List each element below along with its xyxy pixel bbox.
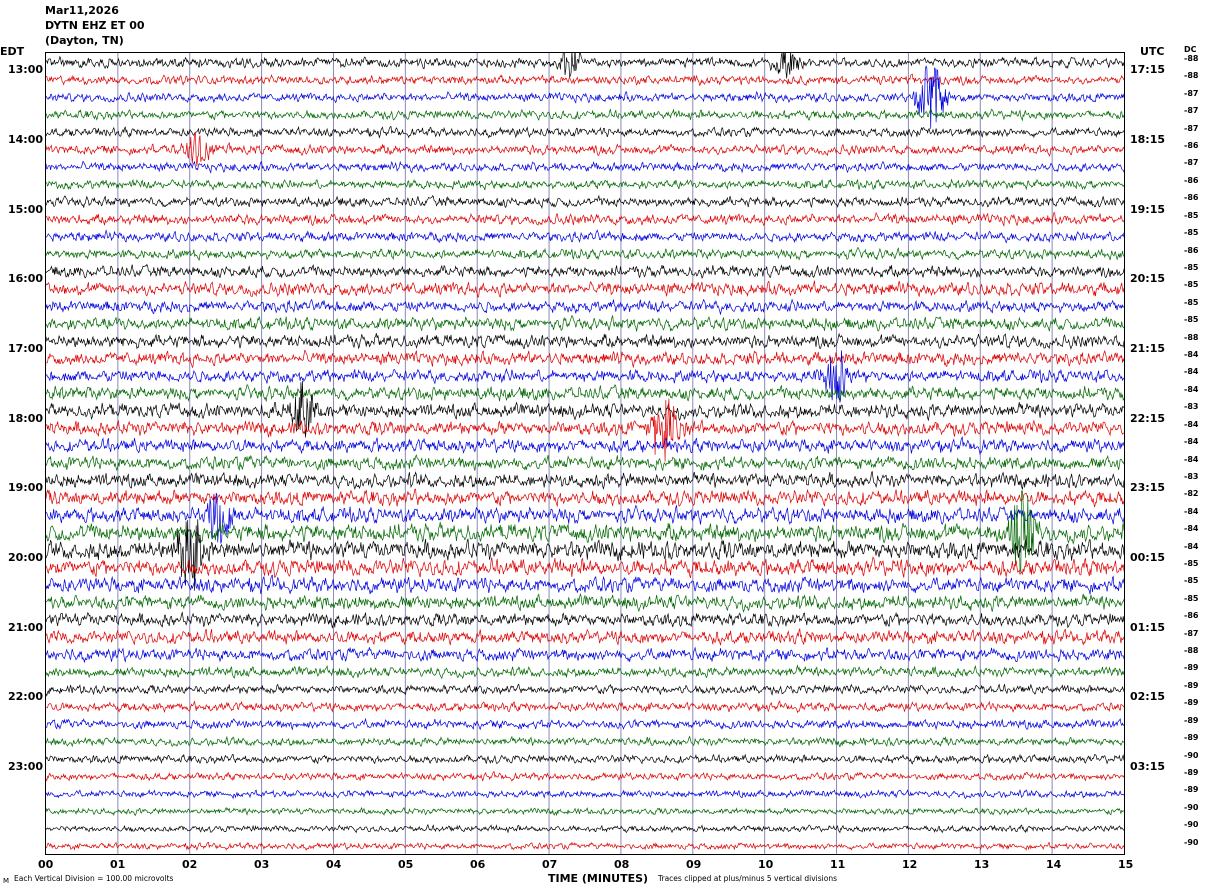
x-tick-label: 05: [398, 858, 414, 871]
dc-tick-label: -84: [1184, 350, 1199, 360]
dc-tick-label: -85: [1184, 280, 1199, 290]
seismogram-trace: [46, 772, 1124, 781]
seismogram-trace: [46, 666, 1124, 679]
footer-mark: M: [3, 877, 10, 885]
dc-tick-label: -89: [1184, 767, 1199, 777]
dc-tick-label: -84: [1184, 454, 1199, 464]
footer-clip-note: Traces clipped at plus/minus 5 vertical divisions: [658, 874, 838, 883]
dc-tick-label: -86: [1184, 175, 1199, 185]
dc-tick-label: -84: [1184, 384, 1199, 394]
x-tick-label: 12: [902, 858, 918, 871]
seismogram-trace: [46, 248, 1124, 261]
dc-tick-label: -87: [1184, 158, 1199, 168]
seismogram-trace: [46, 790, 1124, 798]
dc-tick-label: -85: [1184, 558, 1199, 568]
dc-tick-label: -87: [1184, 106, 1199, 116]
left-tick-label: 20:00: [8, 550, 44, 564]
dc-tick-label: -88: [1184, 71, 1199, 81]
x-axis-title: TIME (MINUTES): [548, 872, 649, 885]
dc-tick-label: -89: [1184, 733, 1199, 743]
x-tick-label: 00: [38, 858, 54, 871]
right-tick-label: 21:15: [1130, 342, 1166, 356]
x-tick-label: 10: [758, 858, 774, 871]
x-tick-label: 11: [830, 858, 846, 871]
seismogram-trace: [46, 754, 1124, 764]
seismogram-trace: [46, 557, 1124, 578]
seismogram-trace: [46, 230, 1124, 242]
seismogram-trace: [46, 491, 1124, 572]
seismogram-trace: [46, 109, 1124, 120]
left-tick-label: 22:00: [8, 690, 44, 704]
seismogram-trace: [46, 737, 1124, 747]
seismogram-trace: [46, 519, 1124, 590]
left-tick-label: 23:00: [8, 759, 44, 773]
header-date: Mar11,2026: [45, 4, 119, 17]
x-tick-label: 08: [614, 858, 630, 871]
seismogram-trace: [46, 213, 1124, 226]
dc-tick-label: -86: [1184, 611, 1199, 621]
right-tick-label: 19:15: [1130, 202, 1166, 216]
dc-tick-label: -85: [1184, 262, 1199, 272]
seismogram-trace: [46, 825, 1124, 833]
seismogram-trace: [46, 701, 1124, 712]
x-tick-label: 14: [1046, 858, 1062, 871]
right-tick-label: 18:15: [1130, 133, 1166, 147]
right-tick-label: 00:15: [1130, 550, 1166, 564]
dc-tick-label: -86: [1184, 245, 1199, 255]
dc-tick-label: -90: [1184, 750, 1199, 760]
dc-tick-label: -84: [1184, 437, 1199, 447]
dc-tick-label: -82: [1184, 489, 1199, 499]
seismogram-trace: [46, 575, 1124, 594]
left-tick-label: 15:00: [8, 202, 44, 216]
left-axis-label: EDT: [0, 45, 25, 58]
right-axis-label: UTC: [1140, 45, 1165, 58]
dc-tick-label: -87: [1184, 123, 1199, 133]
x-tick-label: 07: [542, 858, 558, 871]
seismogram-trace: [46, 74, 1124, 85]
dc-tick-label: -89: [1184, 785, 1199, 795]
dc-tick-label: -85: [1184, 297, 1199, 307]
seismogram-trace: [46, 300, 1124, 315]
dc-tick-label: -85: [1184, 210, 1199, 220]
dc-tick-label: -84: [1184, 541, 1199, 551]
seismogram-trace: [46, 808, 1124, 816]
seismogram-trace: [46, 719, 1124, 729]
grid-lines: [118, 53, 1052, 854]
left-tick-label: 21:00: [8, 620, 44, 634]
dc-tick-label: -89: [1184, 698, 1199, 708]
dc-tick-label: -85: [1184, 593, 1199, 603]
seismogram-trace: [46, 471, 1124, 489]
seismogram-trace: [46, 350, 1124, 367]
seismogram-trace: [46, 161, 1124, 172]
right-tick-label: 01:15: [1130, 620, 1166, 634]
header-channel: DYTN EHZ ET 00: [45, 19, 145, 32]
dc-tick-label: -84: [1184, 367, 1199, 377]
dc-tick-label: -85: [1184, 576, 1199, 586]
dc-tick-label: -84: [1184, 419, 1199, 429]
seismogram-trace: [46, 684, 1124, 696]
seismogram-trace: [46, 455, 1124, 470]
right-tick-label: 22:15: [1130, 411, 1166, 425]
dc-tick-label: -88: [1184, 646, 1199, 656]
dc-tick-label: -86: [1184, 141, 1199, 151]
dc-tick-label: -89: [1184, 680, 1199, 690]
seismogram-trace: [46, 133, 1124, 167]
dc-tick-label: -90: [1184, 802, 1199, 812]
left-tick-label: 16:00: [8, 272, 44, 286]
dc-tick-label: -87: [1184, 628, 1199, 638]
seismogram-trace: [46, 629, 1124, 645]
dc-tick-label: -84: [1184, 524, 1199, 534]
right-tick-label: 03:15: [1130, 759, 1166, 773]
seismogram-trace: [46, 385, 1124, 402]
x-tick-label: 09: [686, 858, 702, 871]
x-tick-label: 01: [110, 858, 126, 871]
seismogram-trace: [46, 647, 1124, 662]
seismogram-trace: [46, 66, 1124, 129]
seismogram-trace: [46, 333, 1124, 349]
dc-tick-label: -90: [1184, 837, 1199, 847]
seismogram-trace: [46, 53, 1124, 78]
seismogram-trace: [46, 265, 1124, 279]
right-tick-label: 17:15: [1130, 63, 1166, 77]
x-tick-label: 06: [470, 858, 486, 871]
dc-tick-label: -83: [1184, 402, 1199, 412]
header-location: (Dayton, TN): [45, 34, 124, 47]
dc-tick-label: -84: [1184, 506, 1199, 516]
dc-tick-label: -87: [1184, 88, 1199, 98]
dc-tick-label: -85: [1184, 315, 1199, 325]
right-tick-label: 20:15: [1130, 272, 1166, 286]
seismogram-trace: [46, 613, 1124, 629]
left-tick-label: 17:00: [8, 342, 44, 356]
seismogram-plot: [45, 52, 1125, 855]
dc-tick-label: -88: [1184, 332, 1199, 342]
seismogram-trace: [46, 594, 1124, 612]
dc-tick-label: -89: [1184, 715, 1199, 725]
x-tick-label: 15: [1118, 858, 1134, 871]
seismogram-trace: [46, 180, 1124, 191]
dc-tick-label: -89: [1184, 663, 1199, 673]
dc-tick-label: -90: [1184, 820, 1199, 830]
x-tick-label: 13: [974, 858, 990, 871]
x-tick-label: 02: [182, 858, 198, 871]
left-tick-label: 14:00: [8, 133, 44, 147]
dc-tick-label: -86: [1184, 193, 1199, 203]
dc-axis-label: DC: [1184, 45, 1197, 54]
left-tick-label: 13:00: [8, 63, 44, 77]
dc-tick-label: -85: [1184, 228, 1199, 238]
seismogram-trace: [46, 316, 1124, 332]
dc-tick-label: -88: [1184, 54, 1199, 63]
footer-scale-note: Each Vertical Division = 100.00 microvolts: [14, 874, 174, 883]
seismogram-trace: [46, 281, 1124, 298]
x-tick-label: 04: [326, 858, 342, 871]
left-tick-label: 18:00: [8, 411, 44, 425]
right-tick-label: 23:15: [1130, 481, 1166, 495]
dc-tick-label: -83: [1184, 471, 1199, 481]
right-tick-label: 02:15: [1130, 690, 1166, 704]
seismogram-trace: [46, 127, 1124, 138]
seismogram-trace: [46, 437, 1124, 454]
seismogram-trace: [46, 842, 1124, 850]
seismogram-trace: [46, 196, 1124, 208]
left-tick-label: 19:00: [8, 481, 44, 495]
x-tick-label: 03: [254, 858, 270, 871]
